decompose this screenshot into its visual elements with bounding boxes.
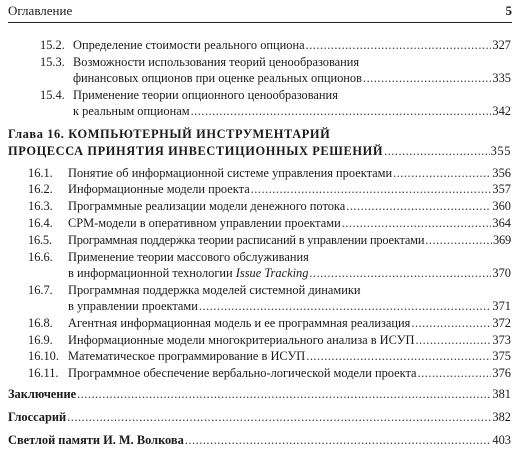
leader-dots [309,266,491,281]
section-title: Математическое программирование в ИСУП [68,349,306,363]
page-number: 357 [492,182,511,196]
section-title: Программное обеспечение вербально-логической модели проекта [68,366,417,380]
header-title: Оглавление [8,3,73,18]
section-number: 16.5. [28,233,52,247]
leader-dots [342,216,492,231]
header-page-number: 5 [505,3,512,18]
section-title: CPM-модели в оперативном управлении проектами [68,216,341,230]
section-title-line2: к реальным опционам [73,104,190,118]
section-title: Информационные модели проекта [68,182,250,196]
page-number: 382 [492,410,511,424]
section-title-line1: Возможности использования теорий ценообразования [73,55,360,69]
section-title: Определение стоимости реального опциона [73,38,305,52]
section-number: 16.1. [28,166,53,180]
section-number: 15.3. [40,55,65,69]
leader-dots [346,199,491,214]
leader-dots [251,182,492,197]
chapter-title-line2: ПРОЦЕССА ПРИНЯТИЯ ИНВЕСТИЦИОННЫХ РЕШЕНИЙ [8,144,384,158]
leader-dots [415,333,491,348]
page-number: 373 [492,333,511,347]
section-title-italic: Issue Tracking [235,266,309,280]
section-title-line1: Программная поддержка моделей системной динамики [68,283,361,297]
section-title: Программные реализации модели денежного потока [68,199,346,213]
page-number: 360 [492,199,511,213]
section-number: 16.10. [28,349,59,363]
chapter-title-line1: Глава 16. КОМПЬЮТЕРНЫЙ ИНСТРУМЕНТАРИЙ [8,127,331,141]
section-number: 16.4. [28,216,53,230]
leader-dots [384,144,490,159]
leader-dots [185,433,492,448]
section-title-line2: финансовых опционов при оценке реальных опционов [73,71,362,85]
entry-title: Светлой памяти И. М. Волкова [8,433,184,447]
leader-dots [363,71,491,86]
leader-dots [411,316,491,331]
section-number: 16.9. [28,333,53,347]
section-title: Агентная информационная модель и ее программная реализация [68,316,411,330]
running-header [8,2,512,23]
section-number: 16.11. [28,366,59,380]
section-title: Программная поддержка теории расписаний в управлении проектами [68,233,425,247]
page-number: 335 [492,71,511,85]
section-number: 16.8. [28,316,53,330]
page-number: 370 [492,266,511,280]
page-number: 369 [493,233,511,247]
section-title: Понятие об информационной системе управления проектами [68,166,393,180]
page-number: 355 [490,144,511,158]
leader-dots [425,233,492,248]
page-number: 371 [492,299,511,313]
leader-dots [77,387,491,402]
entry-title: Заключение [8,387,77,401]
section-number: 16.2. [28,182,53,196]
section-title-line2: в информационной технологии [68,266,236,280]
page-number: 381 [492,387,511,401]
page-number: 403 [492,433,511,447]
section-number: 16.3. [28,199,53,213]
section-number: 15.4. [40,88,65,102]
page-number: 375 [492,349,511,363]
page-number: 327 [492,38,511,52]
leader-dots [393,166,491,181]
entry-title: Глоссарий [8,410,67,424]
leader-dots [306,349,491,364]
page-number: 376 [492,366,511,380]
leader-dots [67,410,491,425]
section-title: Информационные модели многокритериального анализа в ИСУП [68,333,415,347]
leader-dots [418,366,492,381]
page-number: 364 [492,216,511,230]
section-number: 15.2. [40,38,65,52]
page-number: 372 [492,316,511,330]
page-number: 342 [492,104,511,118]
section-title-line1: Применение теории массового обслуживания [68,250,309,264]
section-title-line1: Применение теории опционного ценообразования [73,88,338,102]
section-number: 16.6. [28,250,53,264]
leader-dots [191,104,492,119]
leader-dots [199,299,492,314]
section-number: 16.7. [28,283,53,297]
section-title-line2: в управлении проектами [68,299,198,313]
leader-dots [306,38,492,53]
page-number: 356 [492,166,511,180]
